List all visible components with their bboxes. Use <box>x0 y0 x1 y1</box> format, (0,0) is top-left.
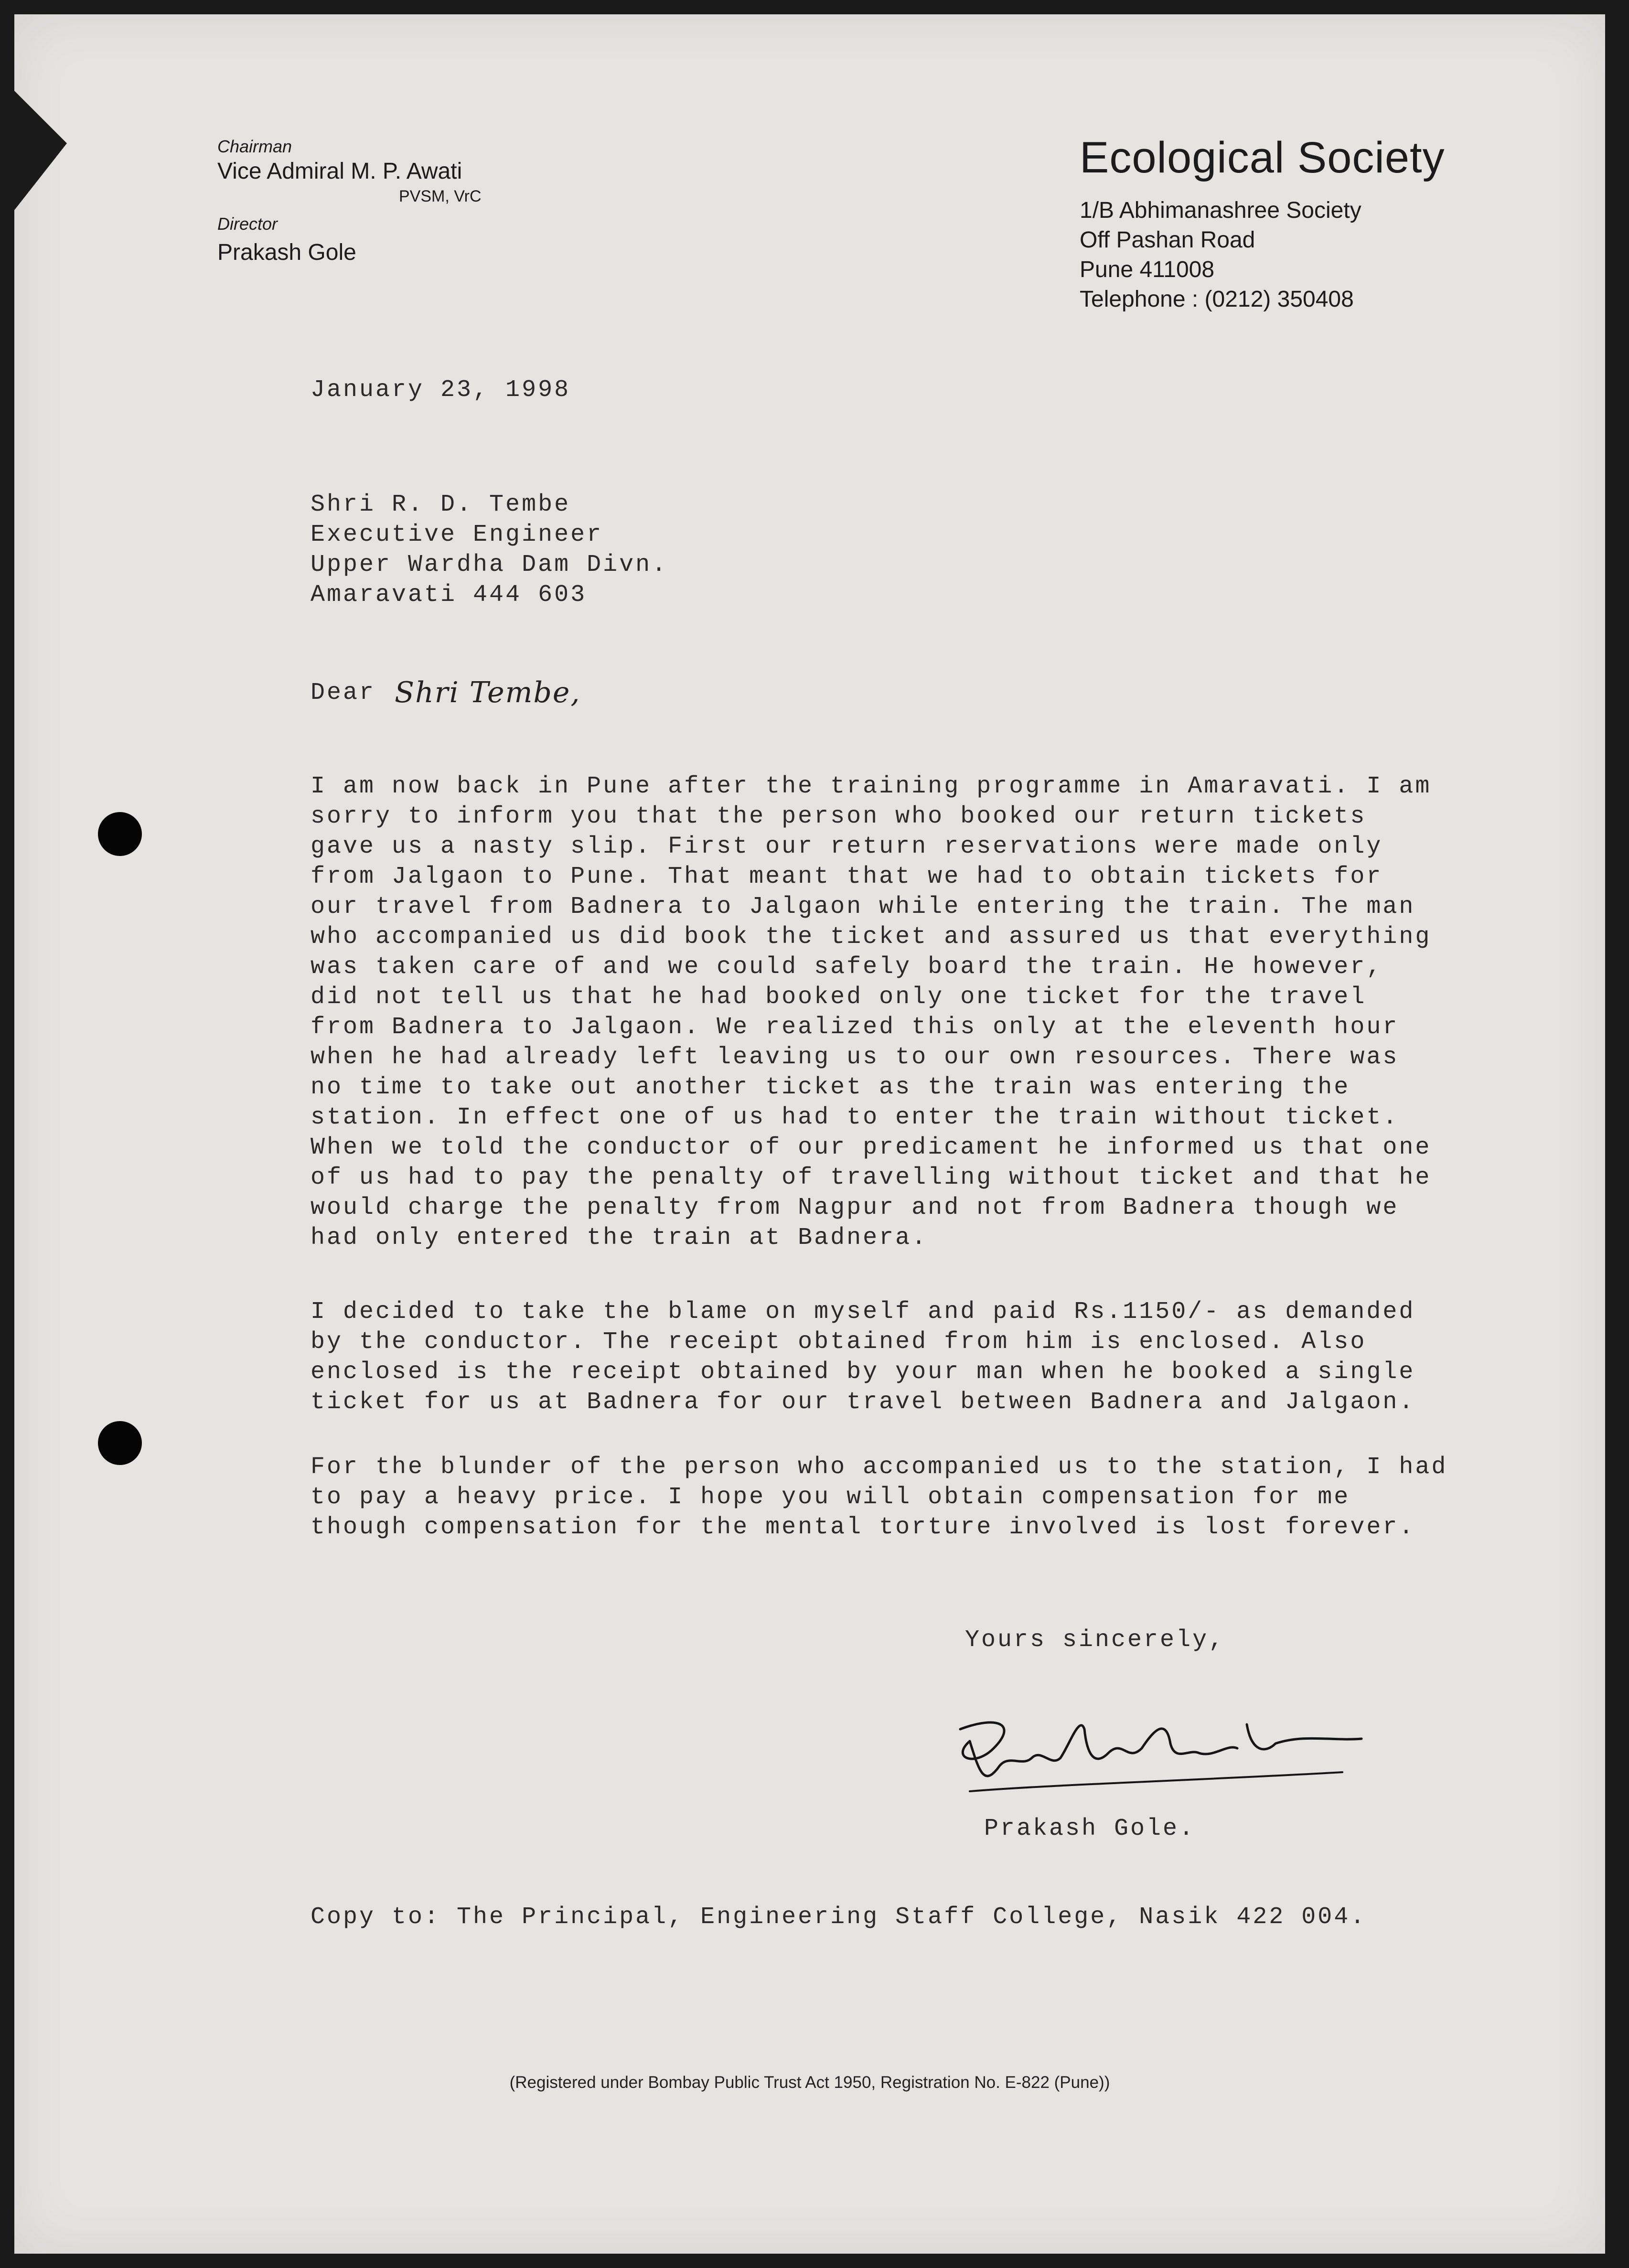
body-line: who accompanied us did book the ticket and assured us that everything <box>311 923 1432 951</box>
punch-hole <box>98 1421 142 1465</box>
body-line: when he had already left leaving us to our own resources. There was <box>311 1044 1399 1071</box>
org-name: Ecological Society <box>1080 133 1445 182</box>
body-line: had only entered the train at Badnera. <box>311 1224 928 1252</box>
director-label: Director <box>217 214 278 234</box>
signatory-name: Prakash Gole. <box>984 1815 1196 1842</box>
body-line: though compensation for the mental torture involved is lost forever. <box>311 1514 1415 1541</box>
recipient-line: Executive Engineer <box>311 521 603 548</box>
body-line: enclosed is the receipt obtained by your man when he booked a single <box>311 1359 1415 1386</box>
body-line: did not tell us that he had booked only one ticket for the travel <box>311 984 1367 1011</box>
salutation <box>311 676 580 709</box>
body-line: our travel from Badnera to Jalgaon while entering the train. The man <box>311 893 1415 920</box>
director-name: Prakash Gole <box>217 240 356 265</box>
salutation-handwritten: Shri Tembe, <box>395 676 581 709</box>
recipient-address <box>311 490 668 610</box>
body-line: I decided to take the blame on myself and paid Rs.1150/- as demanded <box>311 1298 1415 1326</box>
chairman-name: Vice Admiral M. P. Awati <box>217 159 462 184</box>
org-address <box>1080 196 1445 314</box>
signature-image <box>941 1696 1381 1820</box>
body-line: was taken care of and we could safely board the train. He however, <box>311 953 1383 981</box>
body-line: from Badnera to Jalgaon. We realized this only at the eleventh hour <box>311 1014 1399 1041</box>
chairman-label: Chairman <box>217 137 292 156</box>
letter-date: January 23, 1998 <box>311 376 571 404</box>
body-line: to pay a heavy price. I hope you will obtain compensation for me <box>311 1484 1350 1511</box>
paragraph-1 <box>311 771 1431 1253</box>
body-line: sorry to inform you that the person who booked our return tickets <box>311 803 1367 830</box>
recipient-line: Amaravati 444 603 <box>311 581 587 609</box>
paragraph-2 <box>311 1297 1415 1417</box>
paragraph-3 <box>311 1452 1447 1542</box>
address-line: 1/B Abhimanashree Society <box>1080 198 1361 223</box>
body-line: ticket for us at Badnera for our travel between Badnera and Jalgaon. <box>311 1389 1415 1416</box>
body-line: When we told the conductor of our predicament he informed us that one <box>311 1134 1432 1161</box>
chairman-decorations: PVSM, VrC <box>399 187 482 205</box>
letterhead-officers <box>217 136 482 267</box>
closing: Yours sincerely, <box>965 1626 1225 1654</box>
body-line: no time to take out another ticket as the train was entering the <box>311 1074 1350 1101</box>
address-line: Pune 411008 <box>1080 257 1215 282</box>
recipient-line: Shri R. D. Tembe <box>311 491 571 518</box>
body-line: by the conductor. The receipt obtained from him is enclosed. Also <box>311 1328 1367 1356</box>
body-line: gave us a nasty slip. First our return reservations were made only <box>311 833 1383 860</box>
address-line: Off Pashan Road <box>1080 227 1255 253</box>
letterhead-organization <box>1080 129 1445 314</box>
recipient-line: Upper Wardha Dam Divn. <box>311 551 668 578</box>
body-line: I am now back in Pune after the training programme in Amaravati. I am <box>311 773 1432 800</box>
body-line: of us had to pay the penalty of travelling without ticket and that he <box>311 1164 1432 1191</box>
body-line: For the blunder of the person who accompanied us to the station, I had <box>311 1454 1448 1481</box>
torn-corner <box>14 91 67 210</box>
registration-footer: (Registered under Bombay Public Trust Act 1950, Registration No. E-822 (Pune)) <box>509 2073 1110 2092</box>
body-line: station. In effect one of us had to enter the train without ticket. <box>311 1104 1399 1131</box>
punch-hole <box>98 812 142 856</box>
body-line: from Jalgaon to Pune. That meant that we had to obtain tickets for <box>311 863 1383 890</box>
letter-page <box>14 14 1605 2254</box>
body-line: would charge the penalty from Nagpur and not from Badnera though we <box>311 1194 1399 1221</box>
copy-to: Copy to: The Principal, Engineering Staff College, Nasik 422 004. <box>311 1904 1367 1931</box>
salutation-typed: Dear <box>311 679 376 706</box>
telephone: Telephone : (0212) 350408 <box>1080 287 1354 312</box>
